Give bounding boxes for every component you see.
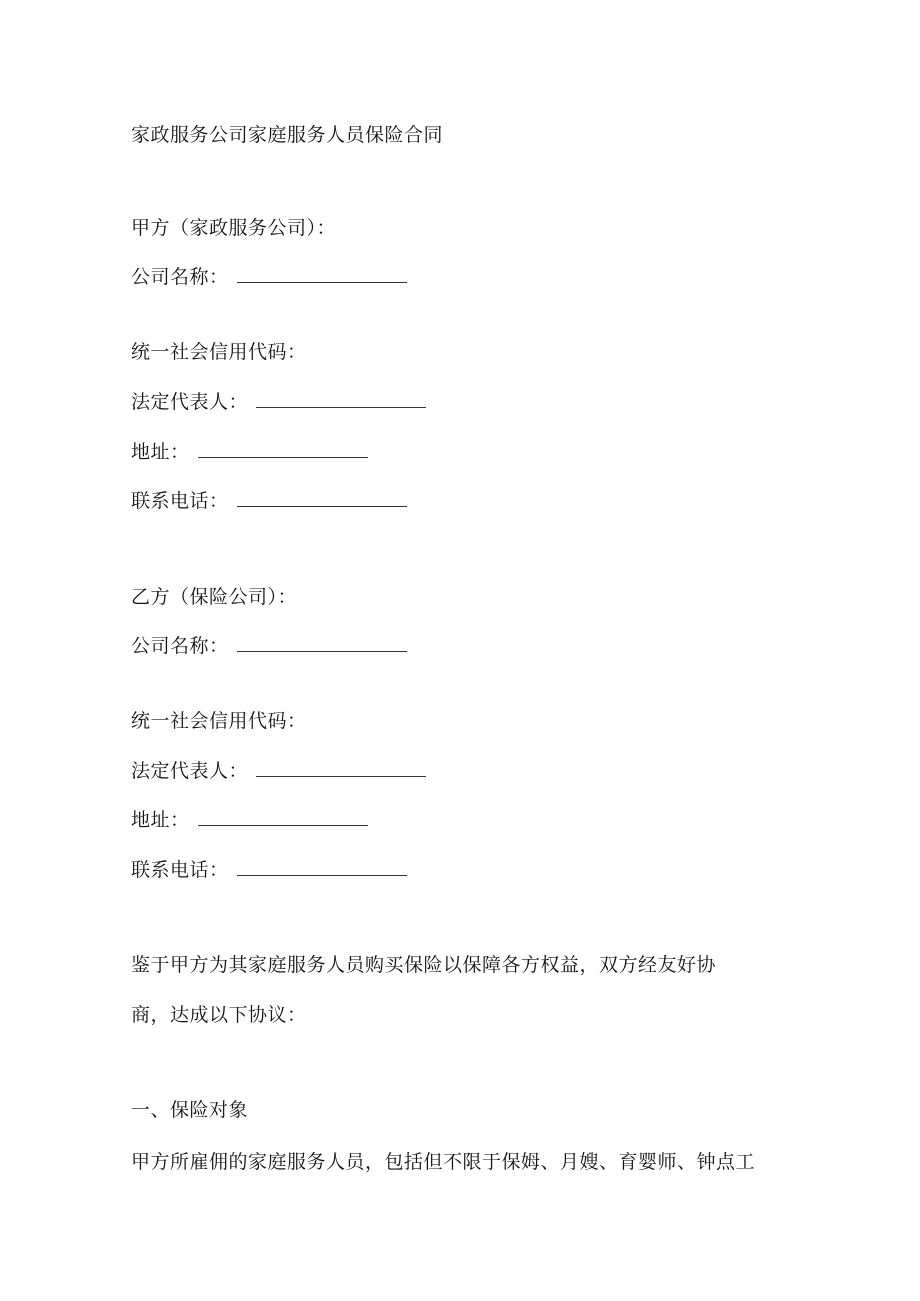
party-b-company-name-blank [237,635,407,652]
party-a-legal-rep-blank [256,391,426,408]
party-b-credit-code-label: 统一社会信用代码： [131,710,307,732]
party-a-credit-code-label: 统一社会信用代码： [131,341,307,363]
party-a-legal-rep-label: 法定代表人： [131,391,249,413]
party-a-address-blank [198,441,368,458]
party-a-phone-field [131,489,407,513]
party-a-address-field [131,440,368,464]
preamble-line-2: 商，达成以下协议： [131,1004,307,1026]
party-b-phone-label: 联系电话： [131,859,229,881]
party-b-legal-rep-blank [256,760,426,777]
party-b-legal-rep-field [131,759,426,783]
party-b-credit-code-field [131,709,307,733]
section-1-text-line-1: 甲方所雇佣的家庭服务人员，包括但不限于保姆、月嫂、育婴师、钟点工 [131,1151,756,1173]
party-a-company-name-blank [237,266,407,283]
party-b-legal-rep-label: 法定代表人： [131,760,249,782]
party-a-credit-code-field [131,340,307,364]
party-a-phone-label: 联系电话： [131,490,229,512]
party-b-heading: 乙方（保险公司）： [131,586,298,608]
party-b-phone-blank [237,859,407,876]
party-a-legal-rep-field [131,390,426,414]
party-b-company-name-field [131,634,407,658]
section-1-heading: 一、保险对象 [131,1099,249,1121]
party-a-phone-blank [237,490,407,507]
party-b-address-field [131,808,368,832]
party-a-address-label: 地址： [131,441,190,463]
party-b-company-name-label: 公司名称： [131,635,229,657]
party-b-phone-field [131,858,407,882]
party-a-company-name-field [131,265,407,289]
party-b-address-label: 地址： [131,809,190,831]
document-title: 家政服务公司家庭服务人员保险合同 [131,124,444,146]
party-a-heading: 甲方（家政服务公司）： [131,217,337,239]
party-b-address-blank [198,809,368,826]
party-a-company-name-label: 公司名称： [131,266,229,288]
preamble-line-1: 鉴于甲方为其家庭服务人员购买保险以保障各方权益，双方经友好协 [131,954,717,976]
